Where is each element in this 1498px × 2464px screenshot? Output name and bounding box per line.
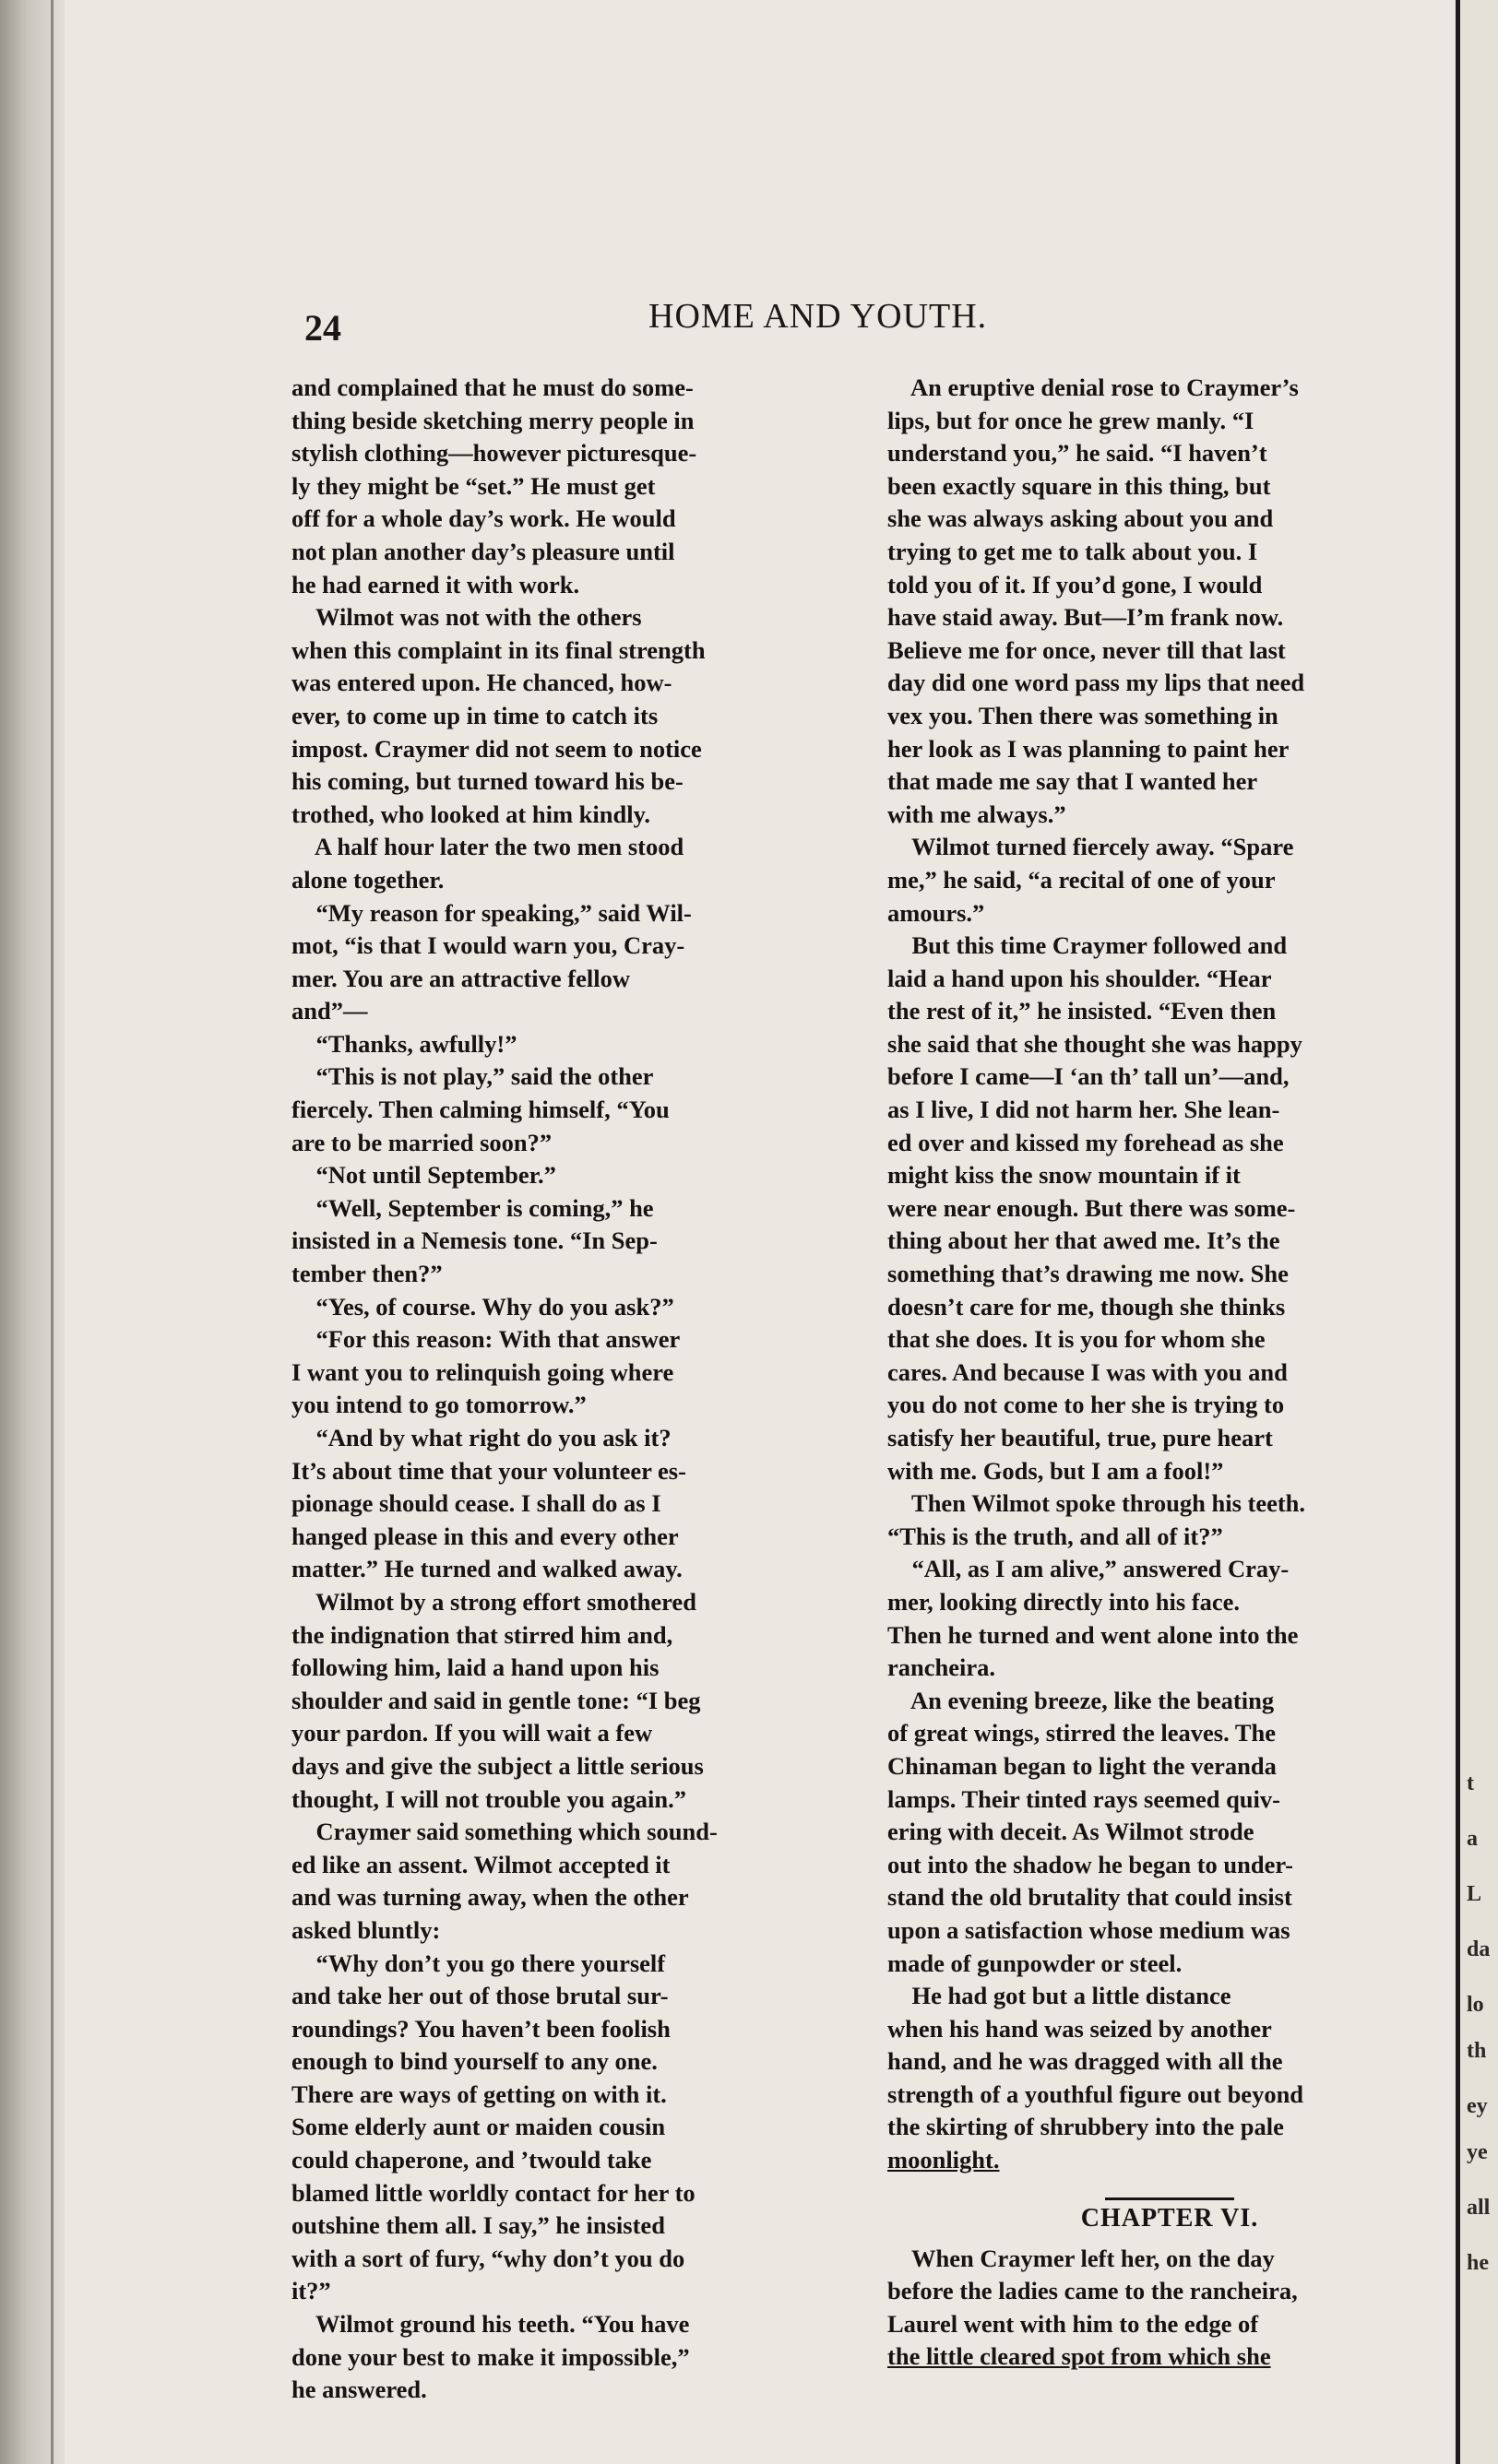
text-line: When Craymer left her, on the day (887, 2244, 1275, 2272)
text-line: you intend to go tomorrow.” (291, 1391, 587, 1419)
text-line: blamed little worldly contact for her to (291, 2178, 696, 2207)
text-line: before the ladies came to the rancheira, (887, 2277, 1298, 2305)
text-line: Laurel went with him to the edge of (887, 2309, 1259, 2338)
text-line: and take her out of those brutal sur- (291, 1982, 669, 2010)
text-line: thing about her that awed me. It’s the (887, 1226, 1280, 1255)
page-header (304, 290, 1448, 349)
text-line: something that’s drawing me now. She (887, 1260, 1289, 1288)
text-line: have staid away. But—I’m frank now. (887, 603, 1284, 632)
text-line: as I live, I did not harm her. She lean- (887, 1096, 1280, 1124)
text-line: amours.” (887, 898, 985, 927)
text-line: Wilmot was not with the others (291, 603, 642, 632)
bleed-glyph: a (1467, 1827, 1478, 1851)
text-line: not plan another day’s pleasure until (291, 537, 675, 565)
text-line: that she does. It is you for whom she (887, 1325, 1266, 1354)
text-line: day did one word pass my lips that need (887, 669, 1305, 697)
text-line: “Why don’t you go there yourself (291, 1949, 666, 1977)
text-line: were near enough. But there was some- (887, 1193, 1296, 1222)
text-line: “Thanks, awfully!” (291, 1029, 517, 1058)
text-line: done your best to make it impossible,” (291, 2342, 690, 2371)
text-line: trothed, who looked at him kindly. (291, 800, 650, 828)
text-line: lamps. Their tinted rays seemed quiv- (887, 1784, 1280, 1813)
text-line: upon a satisfaction whose medium was (887, 1915, 1290, 1944)
text-line: the skirting of shrubbery into the pale (887, 2113, 1284, 2141)
text-line: “This is the truth, and all of it?” (887, 1522, 1223, 1550)
text-line: following him, laid a hand upon his (291, 1653, 660, 1682)
page-number: 24 (304, 307, 341, 349)
text-line: with me. Gods, but I am a fool!” (887, 1456, 1224, 1485)
text-line: mot, “is that I would warn you, Cray- (291, 931, 685, 960)
running-title: HOME AND YOUTH. (648, 297, 988, 336)
text-line: vex you. Then there was something in (887, 701, 1278, 729)
bleed-glyph: all (1467, 2196, 1491, 2220)
text-line: An eruptive denial rose to Craymer’s (887, 373, 1299, 401)
text-line: “And by what right do you ask it? (291, 1424, 672, 1451)
text-line: understand you,” he said. “I haven’t (887, 439, 1267, 468)
text-line: asked bluntly: (291, 1915, 441, 1944)
binding-edge-line (51, 0, 54, 2464)
text-line: strength of a youthful figure out beyond (887, 2079, 1304, 2108)
text-line: are to be married soon?” (291, 1128, 553, 1156)
text-line: she was always asking about you and (887, 504, 1274, 533)
right-column-part-1 (887, 372, 1452, 2177)
text-line: she said that she thought she was happy (887, 1029, 1302, 1058)
text-line: insisted in a Nemesis tone. “In Sep- (291, 1226, 658, 1255)
text-line: ly they might be “set.” He must get (291, 471, 656, 500)
text-line: thing beside sketching merry people in (291, 406, 695, 434)
text-line: “My reason for speaking,” said Wil- (291, 898, 692, 927)
text-line: Wilmot turned fiercely away. “Spare (887, 833, 1294, 861)
text-line: stand the old brutality that could insist (887, 1883, 1292, 1912)
text-line: alone together. (291, 865, 445, 894)
text-line: ed over and kissed my forehead as she (887, 1128, 1284, 1156)
text-line: satisfy her beautiful, true, pure heart (887, 1424, 1273, 1451)
text-line: Some elderly aunt or maiden cousin (291, 2113, 666, 2141)
text-line: lips, but for once he grew manly. “I (887, 406, 1254, 434)
text-line: mer. You are an attractive fellow (291, 964, 630, 992)
text-line: laid a hand upon his shoulder. “Hear (887, 964, 1272, 992)
text-line: “Well, September is coming,” he (291, 1193, 654, 1222)
text-line: “Yes, of course. Why do you ask?” (291, 1292, 674, 1321)
bleed-glyph: L (1467, 1882, 1482, 1906)
text-line: thought, I will not trouble you again.” (291, 1784, 687, 1813)
text-line: I want you to relinquish going where (291, 1357, 674, 1386)
text-line: Believe me for once, never till that last (887, 635, 1286, 664)
text-line: Wilmot by a strong effort smothered (291, 1587, 696, 1616)
bleed-glyph: lo (1467, 1993, 1484, 2017)
text-line: Chinaman began to light the veranda (887, 1751, 1277, 1780)
text-line: might kiss the snow mountain if it (887, 1161, 1241, 1190)
text-line: enough to bind yourself to any one. (291, 2047, 658, 2076)
text-line: when this complaint in its final strength (291, 635, 706, 664)
text-line: he answered. (291, 2375, 427, 2404)
text-line: “All, as I am alive,” answered Cray- (887, 1555, 1290, 1583)
text-line: her look as I was planning to paint her (887, 734, 1290, 763)
text-line: It’s about time that your volunteer es- (291, 1456, 686, 1485)
text-line: and”— (291, 997, 368, 1025)
text-line: “For this reason: With that answer (291, 1325, 681, 1354)
text-line: off for a whole day’s work. He would (291, 504, 676, 533)
text-line: fiercely. Then calming himself, “You (291, 1096, 670, 1124)
text-line: mer, looking directly into his face. (887, 1587, 1241, 1616)
text-line: He had got but a little distance (887, 1982, 1231, 2010)
text-line: matter.” He turned and walked away. (291, 1555, 683, 1583)
text-line: the indignation that stirred him and, (291, 1620, 673, 1649)
bleed-glyph: t (1467, 1771, 1474, 1795)
text-line: could chaperone, and ’twould take (291, 2146, 652, 2174)
text-line: stylish clothing—however picturesque- (291, 439, 697, 468)
bleed-glyph: th (1467, 2039, 1487, 2063)
text-line: the rest of it,” he insisted. “Even then (887, 997, 1277, 1025)
text-line: made of gunpowder or steel. (887, 1949, 1183, 1977)
text-line: doesn’t care for me, though she thinks (887, 1292, 1286, 1321)
text-line: rancheira. (887, 1653, 996, 1682)
text-line: Wilmot ground his teeth. “You have (291, 2310, 690, 2339)
text-line: his coming, but turned toward his be- (291, 767, 684, 796)
text-line: tember then?” (291, 1260, 443, 1288)
text-line: Craymer said something which sound- (291, 1818, 718, 1846)
text-line: and complained that he must do some- (291, 373, 694, 401)
chapter-heading: CHAPTER VI. (1080, 2203, 1259, 2233)
text-line: trying to get me to talk about you. I (887, 537, 1258, 565)
text-line: hand, and he was dragged with all the (887, 2047, 1283, 2076)
text-line: it?” (291, 2277, 331, 2305)
text-line: he had earned it with work. (291, 570, 580, 598)
text-line: An evening breeze, like the beating (887, 1686, 1275, 1714)
text-line: me,” he said, “a recital of one of your (887, 865, 1276, 894)
text-line: your pardon. If you will wait a few (291, 1719, 653, 1747)
text-line: impost. Craymer did not seem to notice (291, 734, 702, 763)
text-line: pionage should cease. I shall do as I (291, 1489, 661, 1518)
left-text-column (291, 372, 865, 2407)
right-text-column (887, 372, 1452, 2374)
binding-margin (0, 0, 65, 2464)
right-column-part-2 (887, 2243, 1452, 2374)
bleed-glyph: ye (1467, 2140, 1488, 2164)
bleed-glyph: he (1467, 2251, 1489, 2275)
text-line: roundings? You haven’t been foolish (291, 2014, 671, 2043)
text-line: hanged please in this and every other (291, 1522, 679, 1550)
text-line: the little cleared spot from which she (887, 2342, 1271, 2371)
text-line: that made me say that I wanted her (887, 767, 1258, 796)
text-line: cares. And because I was with you and (887, 1357, 1288, 1386)
text-line: “Not until September.” (291, 1161, 556, 1190)
text-line: But this time Craymer followed and (887, 931, 1288, 960)
text-line: ering with deceit. As Wilmot strode (887, 1818, 1254, 1846)
text-line: been exactly square in this thing, but (887, 471, 1271, 500)
text-line: outshine them all. I say,” he insisted (291, 2211, 665, 2240)
text-line: A half hour later the two men stood (291, 833, 684, 861)
text-line: moonlight. (887, 2146, 1000, 2174)
text-line: and was turning away, when the other (291, 1883, 689, 1912)
text-line: There are ways of getting on with it. (291, 2079, 667, 2108)
text-line: “This is not play,” said the other (291, 1062, 654, 1091)
text-line: ed like an assent. Wilmot accepted it (291, 1850, 671, 1878)
text-line: with a sort of fury, “why don’t you do (291, 2244, 685, 2272)
text-line: shoulder and said in gentle tone: “I beg (291, 1686, 701, 1714)
chapter-rule (1105, 2197, 1234, 2200)
text-line: out into the shadow he began to under- (887, 1850, 1294, 1878)
text-line: with me always.” (887, 800, 1066, 828)
bleed-glyph: da (1467, 1937, 1491, 1961)
text-line: you do not come to her she is trying to (887, 1391, 1285, 1419)
text-line: before I came—I ‘an th’ tall un’—and, (887, 1062, 1290, 1091)
text-line: was entered upon. He chanced, how- (291, 669, 672, 697)
chapter-break (887, 2177, 1452, 2243)
text-line: days and give the subject a little serious (291, 1751, 704, 1780)
text-line: Then Wilmot spoke through his teeth. (887, 1489, 1306, 1518)
text-line: of great wings, stirred the leaves. The (887, 1719, 1277, 1747)
text-line: told you of it. If you’d gone, I would (887, 570, 1263, 598)
bleed-glyph: ey (1467, 2094, 1488, 2118)
text-line: ever, to come up in time to catch its (291, 701, 659, 729)
text-line: when his hand was seized by another (887, 2014, 1272, 2043)
text-line: Then he turned and went alone into the (887, 1620, 1299, 1649)
